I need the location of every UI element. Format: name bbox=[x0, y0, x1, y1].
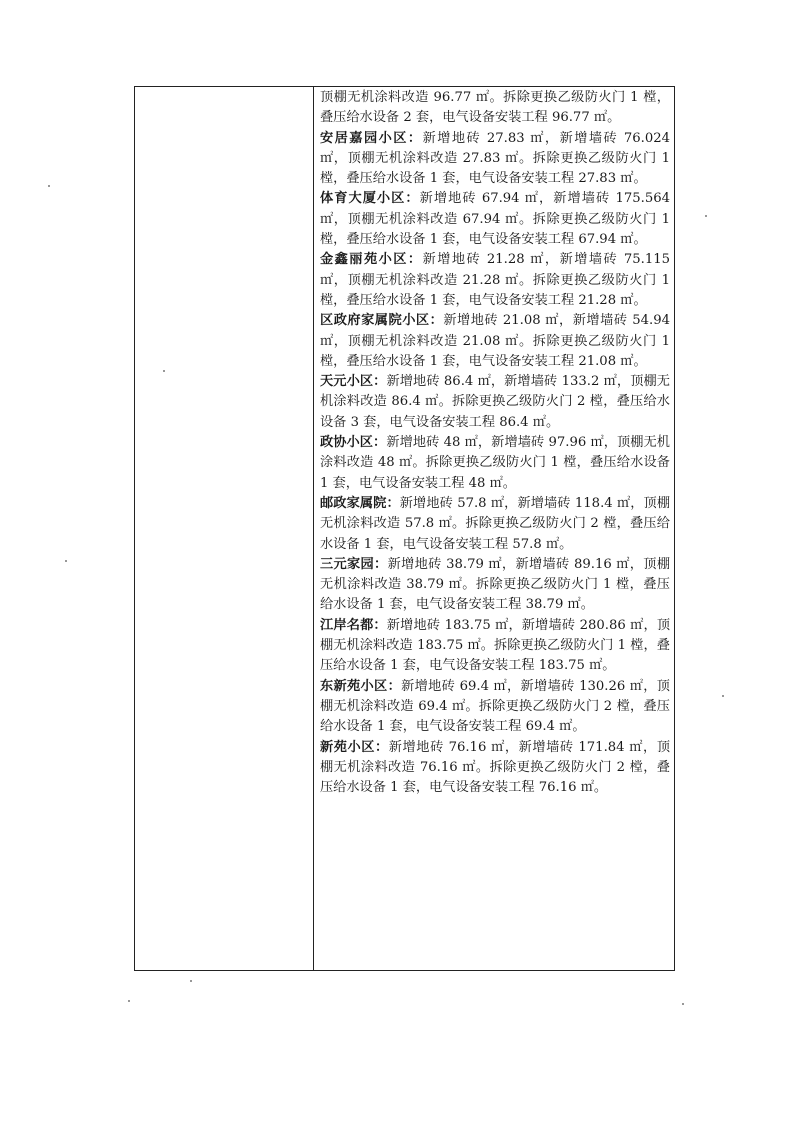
entry-tiyu-dasha bbox=[320, 189, 670, 250]
entry-sanyuan-jiayuan bbox=[320, 555, 670, 616]
entry-text: 新增地砖 86.4 ㎡，新增墙砖 133.2 ㎡，顶棚无机涂料改造 86.4 ㎡。拆除更换乙级防火门 2 樘，叠压给水设备 3 套，电气设备安装工程 86.4 ㎡。 bbox=[320, 374, 670, 430]
entry-text: 新增地砖 183.75 ㎡，新增墙砖 280.86 ㎡，顶棚无机涂料改造 183.75 ㎡。拆除更换乙级防火门 1 樘，叠压给水设备 1 套，电气设备安装工程 183.75 ㎡。 bbox=[320, 617, 671, 674]
entry-text: 新增地砖 76.16 ㎡，新增墙砖 171.84 ㎡，顶棚无机涂料改造 76.16 ㎡。拆除更换乙级防火门 2 樘，叠压给水设备 1 套，电气设备安装工程 76.16 ㎡。 bbox=[320, 739, 671, 796]
entry-text: 新增地砖 57.8 ㎡，新增墙砖 118.4 ㎡，顶棚无机涂料改造 57.8 ㎡。拆除更换乙级防火门 2 樘，叠压给水设备 1 套，电气设备安装工程 57.8 ㎡。 bbox=[320, 495, 671, 552]
scan-speck bbox=[722, 695, 724, 697]
entry-text: 新增地砖 48 ㎡，新增墙砖 97.96 ㎡，顶棚无机涂料改造 48 ㎡。拆除更换乙级防火门 1 樘，叠压给水设备 1 套，电气设备安装工程 48 ㎡。 bbox=[320, 435, 670, 491]
entry-name: 金鑫丽苑小区： bbox=[320, 252, 423, 268]
entry-text: 新增地砖 27.83 ㎡，新增墙砖 76.024 ㎡，顶棚无机涂料改造 27.83 ㎡。拆除更换乙级防火门 1 樘，叠压给水设备 1 套，电气设备安装工程 27.83 ㎡。 bbox=[320, 130, 670, 187]
scan-speck bbox=[48, 185, 50, 187]
entry-name: 新苑小区： bbox=[320, 739, 389, 755]
entry-name: 三元家园： bbox=[320, 556, 388, 572]
entry-name: 江岸名都： bbox=[320, 617, 387, 633]
entry-zhengxie bbox=[320, 433, 670, 494]
entry-jiangan-mingdu bbox=[320, 616, 670, 677]
entry-quzhengfu-jiashuyuan bbox=[320, 311, 670, 372]
entry-dongxinyuan bbox=[320, 677, 670, 738]
scan-speck bbox=[682, 1003, 684, 1005]
continuation-paragraph: 顶棚无机涂料改造 96.77 ㎡。拆除更换乙级防火门 1 樘，叠压给水设备 2 套，电气设备安装工程 96.77 ㎡。 bbox=[320, 90, 670, 126]
scan-speck bbox=[190, 980, 192, 982]
entry-name: 天元小区： bbox=[320, 374, 387, 390]
entry-text: 新增地砖 21.08 ㎡，新增墙砖 54.94 ㎡，顶棚无机涂料改造 21.08 ㎡。拆除更换乙级防火门 1 樘，叠压给水设备 1 套，电气设备安装工程 21.08 ㎡。 bbox=[320, 313, 670, 369]
entry-jinxin-liyuan bbox=[320, 250, 670, 311]
entry-name: 政协小区： bbox=[320, 435, 387, 451]
entry-anju-jiayuan bbox=[320, 129, 670, 190]
scan-speck bbox=[705, 215, 707, 217]
entry-name: 安居嘉园小区： bbox=[320, 130, 423, 146]
scan-speck bbox=[128, 1000, 130, 1002]
entry-text: 新增地砖 38.79 ㎡，新增墙砖 89.16 ㎡，顶棚无机涂料改造 38.79 ㎡。拆除更换乙级防火门 1 樘，叠压给水设备 1 套，电气设备安装工程 38.79 ㎡。 bbox=[320, 556, 671, 613]
entry-name: 区政府家属院小区： bbox=[320, 313, 444, 329]
entry-name: 体育大厦小区： bbox=[320, 191, 420, 207]
entry-name: 东新苑小区： bbox=[320, 678, 402, 694]
scan-speck bbox=[65, 560, 67, 562]
entry-tianyuan bbox=[320, 372, 670, 433]
column-divider bbox=[313, 86, 314, 971]
scan-speck bbox=[163, 370, 165, 372]
entry-text: 新增地砖 67.94 ㎡，新增墙砖 175.564 ㎡，顶棚无机涂料改造 67.94 ㎡。拆除更换乙级防火门 1 樘，叠压给水设备 1 套，电气设备安装工程 67.94 ㎡。 bbox=[320, 191, 670, 248]
entry-text: 新增地砖 69.4 ㎡，新增墙砖 130.26 ㎡，顶棚无机涂料改造 69.4 ㎡。拆除更换乙级防火门 2 樘，叠压给水设备 1 套，电气设备安装工程 69.4 ㎡。 bbox=[320, 678, 670, 735]
entry-xinyuan bbox=[320, 738, 670, 799]
entry-name: 邮政家属院： bbox=[320, 495, 400, 511]
entry-text: 新增地砖 21.28 ㎡，新增墙砖 75.115 ㎡，顶棚无机涂料改造 21.28 ㎡。拆除更换乙级防火门 1 樘，叠压给水设备 1 套，电气设备安装工程 21.28 ㎡。 bbox=[320, 252, 670, 308]
project-content-cell bbox=[320, 88, 670, 798]
entry-youzheng-jiashuyuan bbox=[320, 494, 670, 555]
